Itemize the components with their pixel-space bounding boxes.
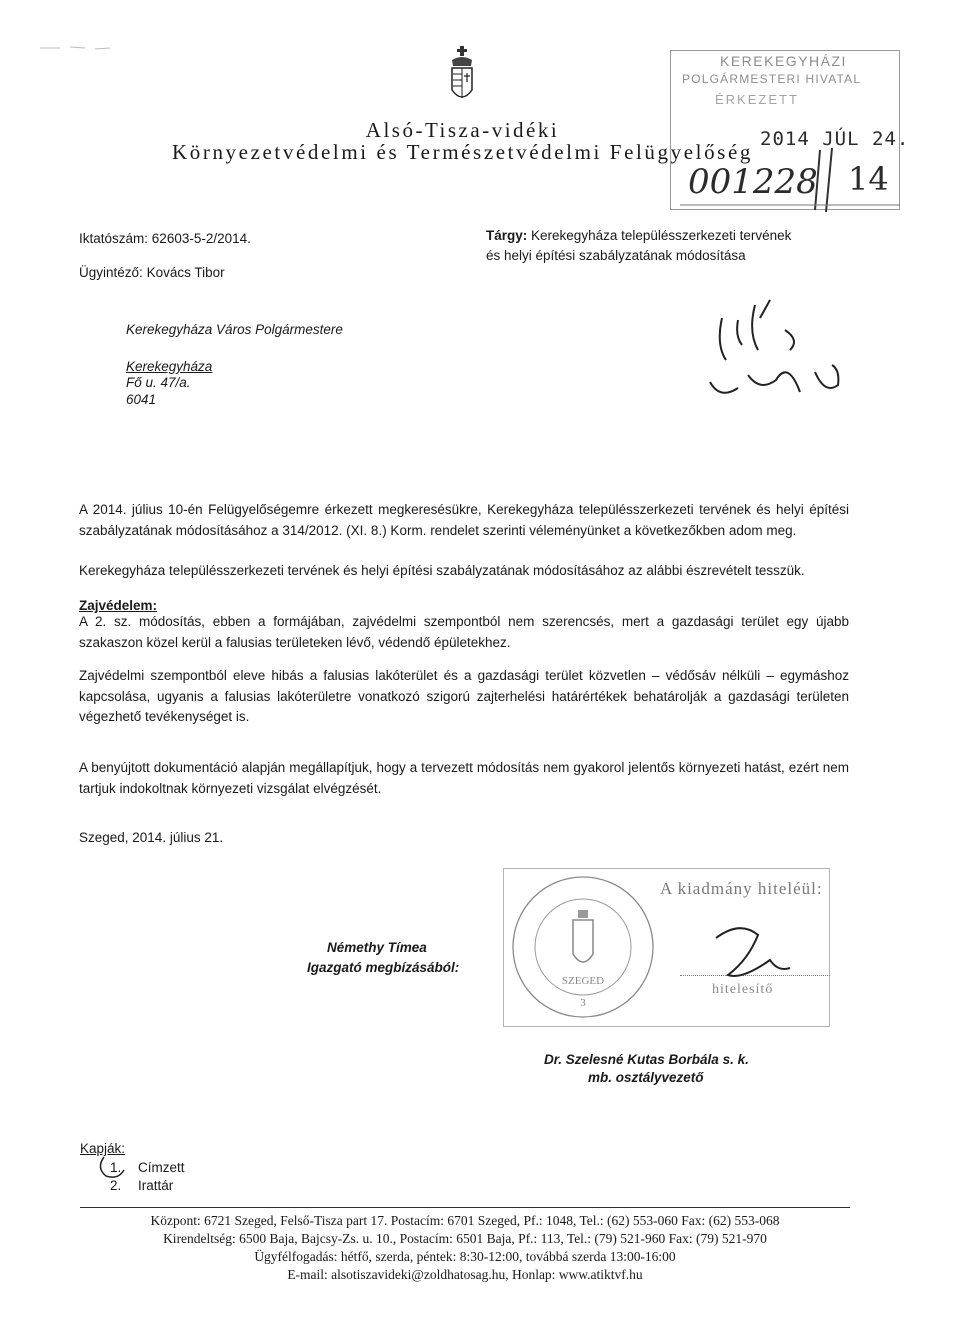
subject-line2: és helyi építési szabályzatának módosítása xyxy=(486,248,746,263)
body-paragraph-1: A 2014. július 10-én Felügyelőségemre érkezett megkeresésükre, Kerekegyháza településszerkezeti tervének és helyi építési szabályzatának módosításához a 314/2012. (XI. 8.) Korm. rendelet szerinti véleményünket a következőkben adom meg. xyxy=(79,502,849,538)
stamp-sub-number: 14 xyxy=(848,160,889,198)
footer-line2: Kirendeltség: 6500 Baja, Bajcsy-Zs. u. 10., Postacím: 6501 Baja, Pf.: 113, Tel.: (79) 521-960 Fax: (79) 521-970 xyxy=(163,1231,767,1246)
svg-text:SZEGED: SZEGED xyxy=(561,975,605,987)
iktatoszam: Iktatószám: 62603-5-2/2014. xyxy=(79,231,251,246)
org-name-line2: Környezetvédelmi és Természetvédelmi Felügyelőség xyxy=(172,140,753,164)
section-heading-zajvedelem: Zajvédelem: xyxy=(79,598,158,613)
footer-line3: Ügyfélfogadás: hétfő, szerda, péntek: 8:30-12:00, továbbá szerda 13:00-16:00 xyxy=(254,1249,676,1264)
department-head-role: mb. osztályvezető xyxy=(588,1070,704,1085)
ugyintezo: Ügyintéző: Kovács Tibor xyxy=(79,265,225,280)
stamp-line2: POLGÁRMESTERI HIVATAL xyxy=(682,72,862,86)
svg-text:3: 3 xyxy=(580,997,586,1009)
body-paragraph-5: A benyújtott dokumentáció alapján megállapítjuk, hogy a tervezett módosítás nem gyakorol jelentős környezeti hatást, ezért nem tartjuk indokoltnak környezeti vizsgálat elvégzését. xyxy=(79,760,849,796)
stamp-number: 001228 xyxy=(688,162,818,202)
subject-line1: Tárgy: Kerekegyháza településszerkezeti tervének xyxy=(486,228,792,243)
seal-sub-label: hitelesítő xyxy=(712,982,774,997)
seal-signature-line xyxy=(680,975,830,976)
addressee-name: Kerekegyháza Város Polgármestere xyxy=(126,322,343,337)
stamp-line3: ÉRKEZETT xyxy=(715,92,799,107)
seal-title: A kiadmány hiteléül: xyxy=(660,879,823,898)
footer-line4: E-mail: alsotiszavideki@zoldhatosag.hu, Honlap: www.atiktvf.hu xyxy=(287,1267,643,1282)
recipient-2: Irattár xyxy=(138,1178,174,1193)
body-paragraph-4: Zajvédelmi szempontból eleve hibás a falusias lakóterület és a gazdasági terület közvetlen – védősáv nélküli – egymáshoz kapcsolása, ugyanis a falusias lakóterületre vonatkozó szigorú zajterhelési határértékek behatárolják a gazdasági területen végezhető tevékenységet is. xyxy=(79,668,849,724)
signatory-role: Igazgató megbízásából: xyxy=(307,960,460,975)
recipients-label: Kapják: xyxy=(80,1141,126,1156)
round-seal-icon xyxy=(505,872,660,1022)
stamp-line1: KEREKEGYHÁZI xyxy=(720,53,847,69)
addressee-zip: 6041 xyxy=(126,392,157,407)
recipient-1: Címzett xyxy=(138,1160,185,1175)
footer-line1: Központ: 6721 Szeged, Felső-Tisza part 17. Postacím: 6701 Szeged, Pf.: 1048, Tel.: (62) 553-060 Fax: (62) 553-068 xyxy=(150,1213,780,1228)
body-paragraph-2: Kerekegyháza településszerkezeti tervének és helyi építési szabályzatának módosításához az alábbi észrevételt tesszük. xyxy=(79,563,805,578)
department-head-name: Dr. Szelesné Kutas Borbála s. k. xyxy=(544,1052,749,1067)
body-paragraph-3: A 2. sz. módosítás, ebben a formájában, zajvédelmi szempontból nem szerencsés, mert a gazdasági terület egy újabb szakaszon közel kerül a falusias területeken lévő, védendő épületekhez. xyxy=(79,614,849,650)
recipient-2-num: 2. xyxy=(110,1178,122,1193)
addressee-city: Kerekegyháza xyxy=(126,359,213,374)
org-name-line1: Alsó-Tisza-vidéki xyxy=(365,118,560,142)
addressee-street: Fő u. 47/a. xyxy=(126,375,191,390)
recipient-1-num: 1. xyxy=(110,1160,122,1175)
coat-of-arms-icon xyxy=(449,46,475,106)
signatory-name: Némethy Tímea xyxy=(327,940,427,955)
document-date: Szeged, 2014. július 21. xyxy=(79,830,224,845)
footer-divider xyxy=(80,1207,850,1208)
stamp-date: 2014 JÚL 24. xyxy=(760,128,910,150)
